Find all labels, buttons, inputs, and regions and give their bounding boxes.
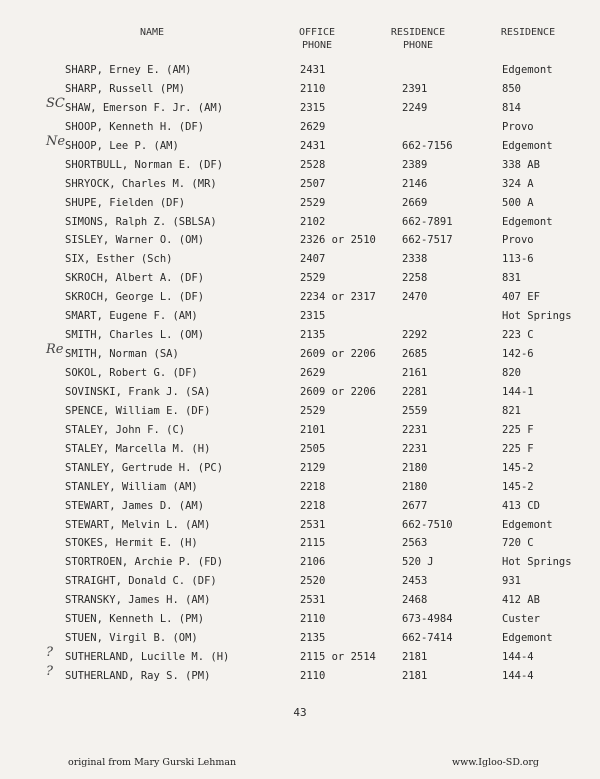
row-residence: 931 [502,575,521,588]
row-office-phone: 2528 [300,158,326,171]
header-name: NAME [139,27,165,38]
row-residence-phone: 2231 [402,442,428,455]
table-row [0,421,600,440]
row-residence-phone: 2470 [402,291,428,304]
row-residence: 814 [502,101,521,114]
row-name: STRANSKY, James H. (AM) [65,594,211,607]
row-residence: Provo [502,120,534,133]
table-row [0,645,600,667]
row-residence: 144-4 [502,670,534,682]
table-row [0,402,600,421]
row-residence: 500 A [502,196,534,209]
handwritten-mark: ? [46,664,53,679]
row-name: SUTHERLAND, Ray S. (PM) [65,670,211,682]
row-name: SMITH, Norman (SA) [65,348,179,361]
row-office-phone: 2529 [300,404,326,417]
row-office-phone: 2129 [300,461,326,474]
header-office-phone: OFFICE PHONE [298,27,336,51]
row-name: STRAIGHT, Donald C. (DF) [65,575,217,588]
row-residence-phone: 673-4984 [402,613,453,626]
row-office-phone: 2520 [300,575,326,588]
row-name: STANLEY, William (AM) [65,480,198,493]
row-residence: Edgemont [502,518,553,531]
row-office-phone: 2218 [300,480,326,493]
row-office-phone: 2431 [300,64,326,76]
table-row [0,591,600,610]
row-office-phone: 2135 [300,632,326,645]
row-residence-phone: 2181 [402,670,428,682]
row-office-phone: 2531 [300,518,326,531]
row-name: STEWART, Melvin L. (AM) [65,518,211,531]
row-name: SUTHERLAND, Lucille M. (H) [65,651,230,664]
row-residence: 407 EF [502,291,540,304]
row-name: SHARP, Russell (PM) [65,82,186,95]
row-name: STEWART, James D. (AM) [65,499,205,512]
row-office-phone: 2110 [300,82,326,95]
row-office-phone: 2135 [300,329,326,342]
row-residence-phone: 2559 [402,404,428,417]
table-row [0,459,600,478]
table-row [0,326,600,345]
row-name: SHUPE, Fielden (DF) [65,196,186,209]
row-residence: Edgemont [502,632,553,645]
handwritten-mark: SC [46,95,65,111]
row-name: SHRYOCK, Charles M. (MR) [65,177,217,190]
header-residence: RESIDENCE [500,27,556,38]
row-residence-phone: 2180 [402,480,428,493]
row-residence-phone: 2389 [402,158,428,171]
table-row [0,553,600,572]
row-residence-phone: 2181 [402,651,428,664]
row-residence-phone: 2677 [402,499,428,512]
table-row [0,440,600,459]
row-name: SKROCH, Albert A. (DF) [65,272,205,285]
row-office-phone: 2102 [300,215,326,228]
row-residence-phone: 2391 [402,82,428,95]
row-residence-phone: 2281 [402,385,428,398]
row-office-phone: 2115 or 2514 [300,651,376,664]
row-name: STALEY, Marcella M. (H) [65,442,211,455]
row-residence-phone: 2146 [402,177,428,190]
row-office-phone: 2531 [300,594,326,607]
row-office-phone: 2629 [300,120,326,133]
row-office-phone: 2505 [300,442,326,455]
row-residence: Custer [502,613,540,626]
row-residence-phone: 662-7414 [402,632,453,645]
table-row [0,80,600,99]
table-row [0,364,600,383]
row-name: SHARP, Erney E. (AM) [65,64,192,76]
row-residence-phone: 662-7510 [402,518,453,531]
handwritten-mark: Ne [46,133,66,149]
row-residence: Provo [502,234,534,247]
row-office-phone: 2609 or 2206 [300,385,376,398]
table-row [0,572,600,591]
row-office-phone: 2629 [300,367,326,379]
row-residence-phone: 2249 [402,101,428,114]
row-residence: 412 AB [502,594,540,607]
row-name: SHAW, Emerson F. Jr. (AM) [65,101,224,114]
row-office-phone: 2115 [300,537,326,550]
table-row [0,194,600,213]
row-residence-phone: 2161 [402,367,428,379]
footer-credit: original from Mary Gurski Lehman [68,757,237,768]
row-residence-phone: 2258 [402,272,428,285]
row-residence: 223 C [502,329,534,342]
row-residence: 113-6 [502,253,534,266]
row-residence-phone: 2453 [402,575,428,588]
header-residence-phone: RESIDENCE PHONE [390,27,446,51]
row-residence: 225 F [502,442,534,455]
row-residence: Hot Springs [502,556,572,569]
row-residence: 821 [502,404,521,417]
row-office-phone: 2110 [300,670,326,682]
table-row [0,497,600,516]
directory-table [0,61,600,686]
row-residence: 720 C [502,537,534,550]
row-residence-phone: 2669 [402,196,428,209]
page-number: 43 [293,706,307,719]
row-office-phone: 2529 [300,272,326,285]
row-name: SHOOP, Lee P. (AM) [65,139,179,152]
table-row [0,133,600,156]
table-row [0,156,600,175]
row-name: SKROCH, George L. (DF) [65,291,205,304]
table-row [0,213,600,232]
row-office-phone: 2609 or 2206 [300,348,376,361]
row-name: SPENCE, William E. (DF) [65,404,211,417]
row-residence-phone: 662-7156 [402,139,453,152]
row-office-phone: 2110 [300,613,326,626]
row-residence: 820 [502,367,521,379]
row-office-phone: 2431 [300,139,326,152]
table-row [0,383,600,402]
row-residence-phone: 2292 [402,329,428,342]
footer-website: www.Igloo-SD.org [452,757,539,768]
row-residence: 142-6 [502,348,534,361]
row-residence-phone: 662-7891 [402,215,453,228]
row-residence-phone: 2685 [402,348,428,361]
row-residence: 144-1 [502,385,534,398]
row-residence: Hot Springs [502,310,572,323]
table-row [0,534,600,553]
row-office-phone: 2507 [300,177,326,190]
row-residence: Edgemont [502,139,553,152]
row-residence: 850 [502,82,521,95]
table-row [0,307,600,326]
row-residence: 145-2 [502,480,534,493]
table-row [0,175,600,194]
row-name: SHOOP, Kenneth H. (DF) [65,120,205,133]
row-name: SISLEY, Warner O. (OM) [65,234,205,247]
handwritten-mark: Re [46,342,64,358]
row-residence: 145-2 [502,461,534,474]
row-residence-phone: 2231 [402,423,428,436]
row-office-phone: 2315 [300,101,326,114]
row-name: SMART, Eugene F. (AM) [65,310,198,323]
row-residence-phone: 2468 [402,594,428,607]
row-name: SOKOL, Robert G. (DF) [65,367,198,379]
table-row [0,250,600,269]
row-residence-phone: 2338 [402,253,428,266]
table-row [0,288,600,307]
row-office-phone: 2326 or 2510 [300,234,376,247]
row-name: STOKES, Hermit E. (H) [65,537,198,550]
row-residence: 831 [502,272,521,285]
table-row [0,231,600,250]
row-name: SIMONS, Ralph Z. (SBLSA) [65,215,217,228]
row-name: SMITH, Charles L. (OM) [65,329,205,342]
row-name: STUEN, Virgil B. (OM) [65,632,198,645]
row-residence: 144-4 [502,651,534,664]
row-residence-phone: 2180 [402,461,428,474]
row-residence: 338 AB [502,158,540,171]
row-name: STANLEY, Gertrude H. (PC) [65,461,224,474]
row-office-phone: 2529 [300,196,326,209]
row-name: STALEY, John F. (C) [65,423,186,436]
row-residence: Edgemont [502,215,553,228]
table-row [0,664,600,686]
row-residence-phone: 520 J [402,556,434,569]
row-residence-phone: 2563 [402,537,428,550]
handwritten-mark: ? [46,645,53,661]
row-residence: 225 F [502,423,534,436]
table-row [0,342,600,364]
table-row [0,610,600,629]
table-row [0,629,600,648]
row-name: STUEN, Kenneth L. (PM) [65,613,205,626]
row-office-phone: 2218 [300,499,326,512]
row-name: STORTROEN, Archie P. (FD) [65,556,224,569]
row-office-phone: 2407 [300,253,326,266]
row-office-phone: 2106 [300,556,326,569]
row-name: SOVINSKI, Frank J. (SA) [65,385,211,398]
row-residence-phone: 662-7517 [402,234,453,247]
row-office-phone: 2234 or 2317 [300,291,376,304]
row-residence: 324 A [502,177,534,190]
table-row [0,478,600,497]
row-office-phone: 2101 [300,423,326,436]
table-row [0,61,600,80]
table-row [0,118,600,137]
row-residence: 413 CD [502,499,540,512]
row-residence: Edgemont [502,64,553,76]
row-name: SIX, Esther (Sch) [65,253,173,266]
row-name: SHORTBULL, Norman E. (DF) [65,158,224,171]
table-row [0,269,600,288]
table-row [0,95,600,118]
row-office-phone: 2315 [300,310,326,323]
table-row [0,516,600,535]
